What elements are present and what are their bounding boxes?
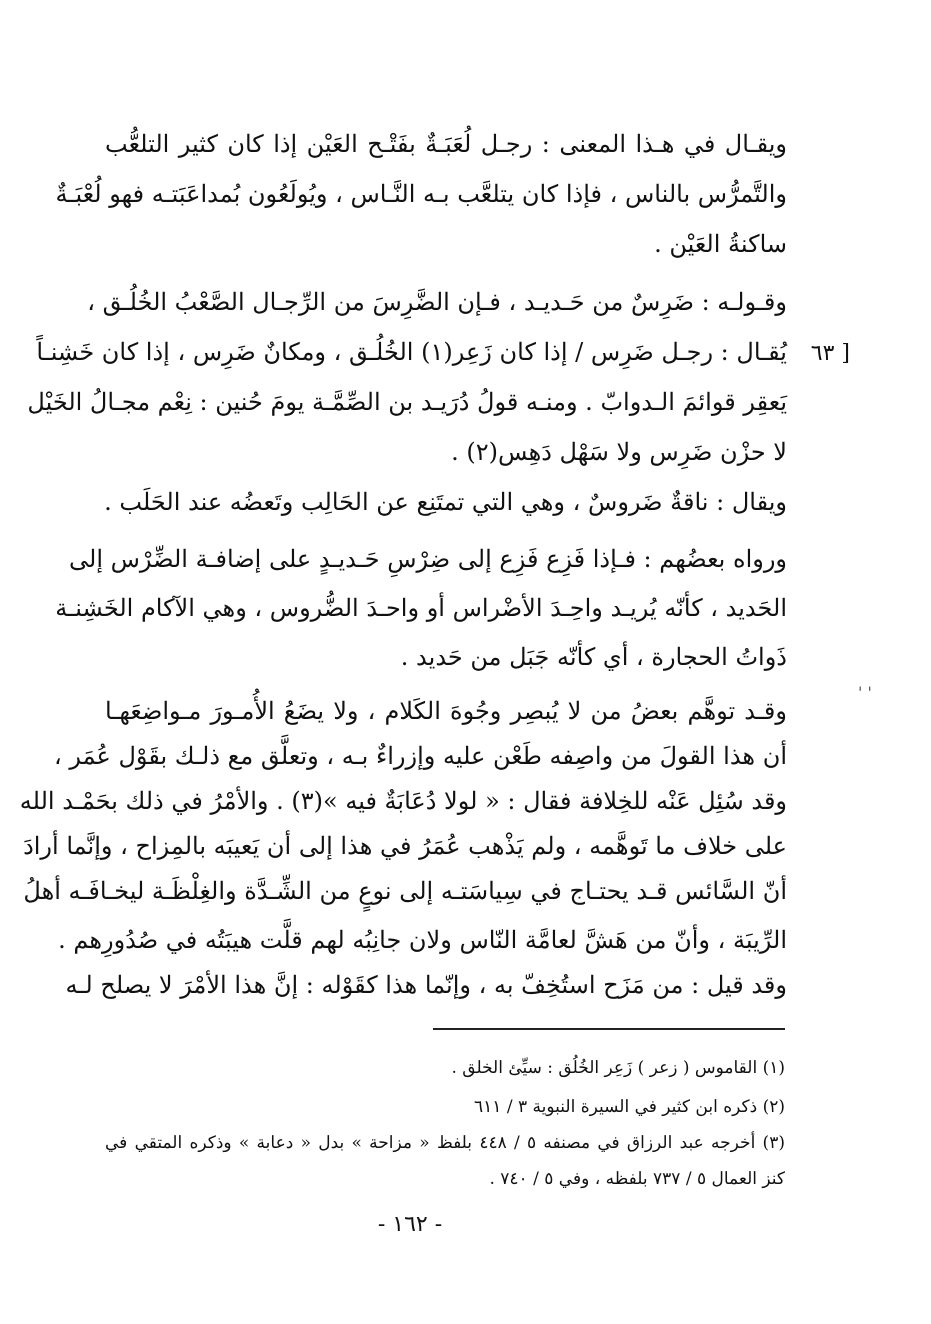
body-line-7: لا حزْن ضَرِس ولا سَهْل دَهِس(٢) . — [451, 438, 787, 466]
body-line-9: ورواه بعضُهم : فـإذا فَزِع فَزِع إلى ضِرْسِ حَـديـدٍ على إضافـة الضِّرْس إلى — [69, 545, 787, 573]
body-line-6: يَعقِر قوائمَ الـدوابّ . ومنـه قولُ دُرَيـد بن الصِّمَّـة يومَ حُنين : نِعْم مجـالُ الخَيْل — [27, 388, 787, 416]
body-line-4: وقـولـه : ضَرِسٌ من حَـديـد ، فـإن الضَّرِسَ من الرِّجـال الصَّعْبُ الخُلُـق ، — [87, 288, 787, 316]
body-line-1: ويقـال في هـذا المعنى : رجـل لُعَبَـةٌ بفَتْـح العَيْن إذا كان كثير التلعُّب — [105, 130, 787, 158]
footnote-1: (١) القاموس ( زعر ) زَعِر الخُلُق : سيِّئ الخلق . — [451, 1058, 785, 1078]
page-number: - ١٦٢ - — [377, 1212, 443, 1237]
body-line-13: أن هذا القولَ من واصِفه طَعْن عليه وإزراءٌ بـه ، وتعلَّق مع ذلـك بقَوْل عُمَر ، — [54, 742, 787, 770]
body-line-15: على خلاف ما تَوهَّمه ، ولم يَذْهب عُمَرُ في هذا إلى أن يَعيبَه بالمِزاح ، وإنَّما أرادَ — [23, 832, 787, 860]
body-line-8: ويقال : ناقةٌ ضَروسٌ ، وهي التي تمتَنِع عن الحَالِب وتَعضُه عند الحَلَب . — [104, 488, 787, 516]
footnote-3: (٣) أخرجه عبد الرزاق في مصنفه ٥ / ٤٤٨ بلفظ « مزاحة » بدل « دعابة » وذكره المتقي في — [105, 1133, 785, 1153]
margin-stray-mark: ' ' — [858, 683, 872, 702]
body-line-2: والتَّمرُّس بالناس ، فإذا كان يتلعَّب بـه النَّـاس ، ويُولَعُون بُمداعَبَتـه فهو لُعْبَـةٌ — [55, 180, 787, 208]
body-line-18: وقد قيل : من مَزَح استُخِفّ به ، وإنّما هذا كقَوْله : إنَّ هذا الأمْرَ لا يصلح لـه — [65, 971, 787, 999]
body-line-5: يُقـال : رجـل ضَرِس / إذا كان زَعِر(١) الخُلُـق ، ومكانٌ ضَرِس ، إذا كان خَشِنـاً — [36, 338, 787, 366]
body-line-12: وقـد توهَّم بعضُ من لا يُبصِر وجُوهَ الكَلام ، ولا يضَعُ الأُمـورَ مـواضِعَهـا — [105, 697, 787, 725]
body-line-11: ذَواتُ الحجارة ، أي كأنّه جَبَل من حَديد . — [400, 643, 787, 671]
body-line-10: الحَديد ، كأنّه يُريـد واحِـدَ الأضْراس أو واحـدَ الضُّروس ، وهي الآكام الخَشِنـة — [55, 594, 787, 622]
body-line-14: وقد سُئِل عَنْه للخِلافة فقال : « لولا دُعَابَةٌ فيه »(٣) . والأمْرُ في ذلك بحَمْـد الله — [19, 787, 787, 815]
footnote-2: (٢) ذكره ابن كثير في السيرة النبوية ٣ / ٦١١ — [474, 1097, 785, 1117]
footnote-3-continuation: كنز العمال ٥ / ٧٣٧ بلفظه ، وفي ٥ / ٧٤٠ . — [489, 1169, 785, 1189]
margin-page-marker: [ ٦٣ — [810, 341, 850, 366]
body-line-17: الرِّيبَة ، وأنّ من هَشَّ لعامَّة النّاس ولان جانِبُه لهم قلَّت هيبَتُه في صُدُورِهم . — [58, 926, 787, 954]
body-line-16: أنّ السَّائس قـد يحتـاج في سِياسَتـه إلى نوعٍ من الشِّـدَّة والغِلْظَـة ليخـافَـه أهلُ — [23, 877, 787, 905]
body-line-3: ساكنةُ العَيْن . — [654, 230, 787, 258]
footnote-separator — [433, 1028, 785, 1030]
